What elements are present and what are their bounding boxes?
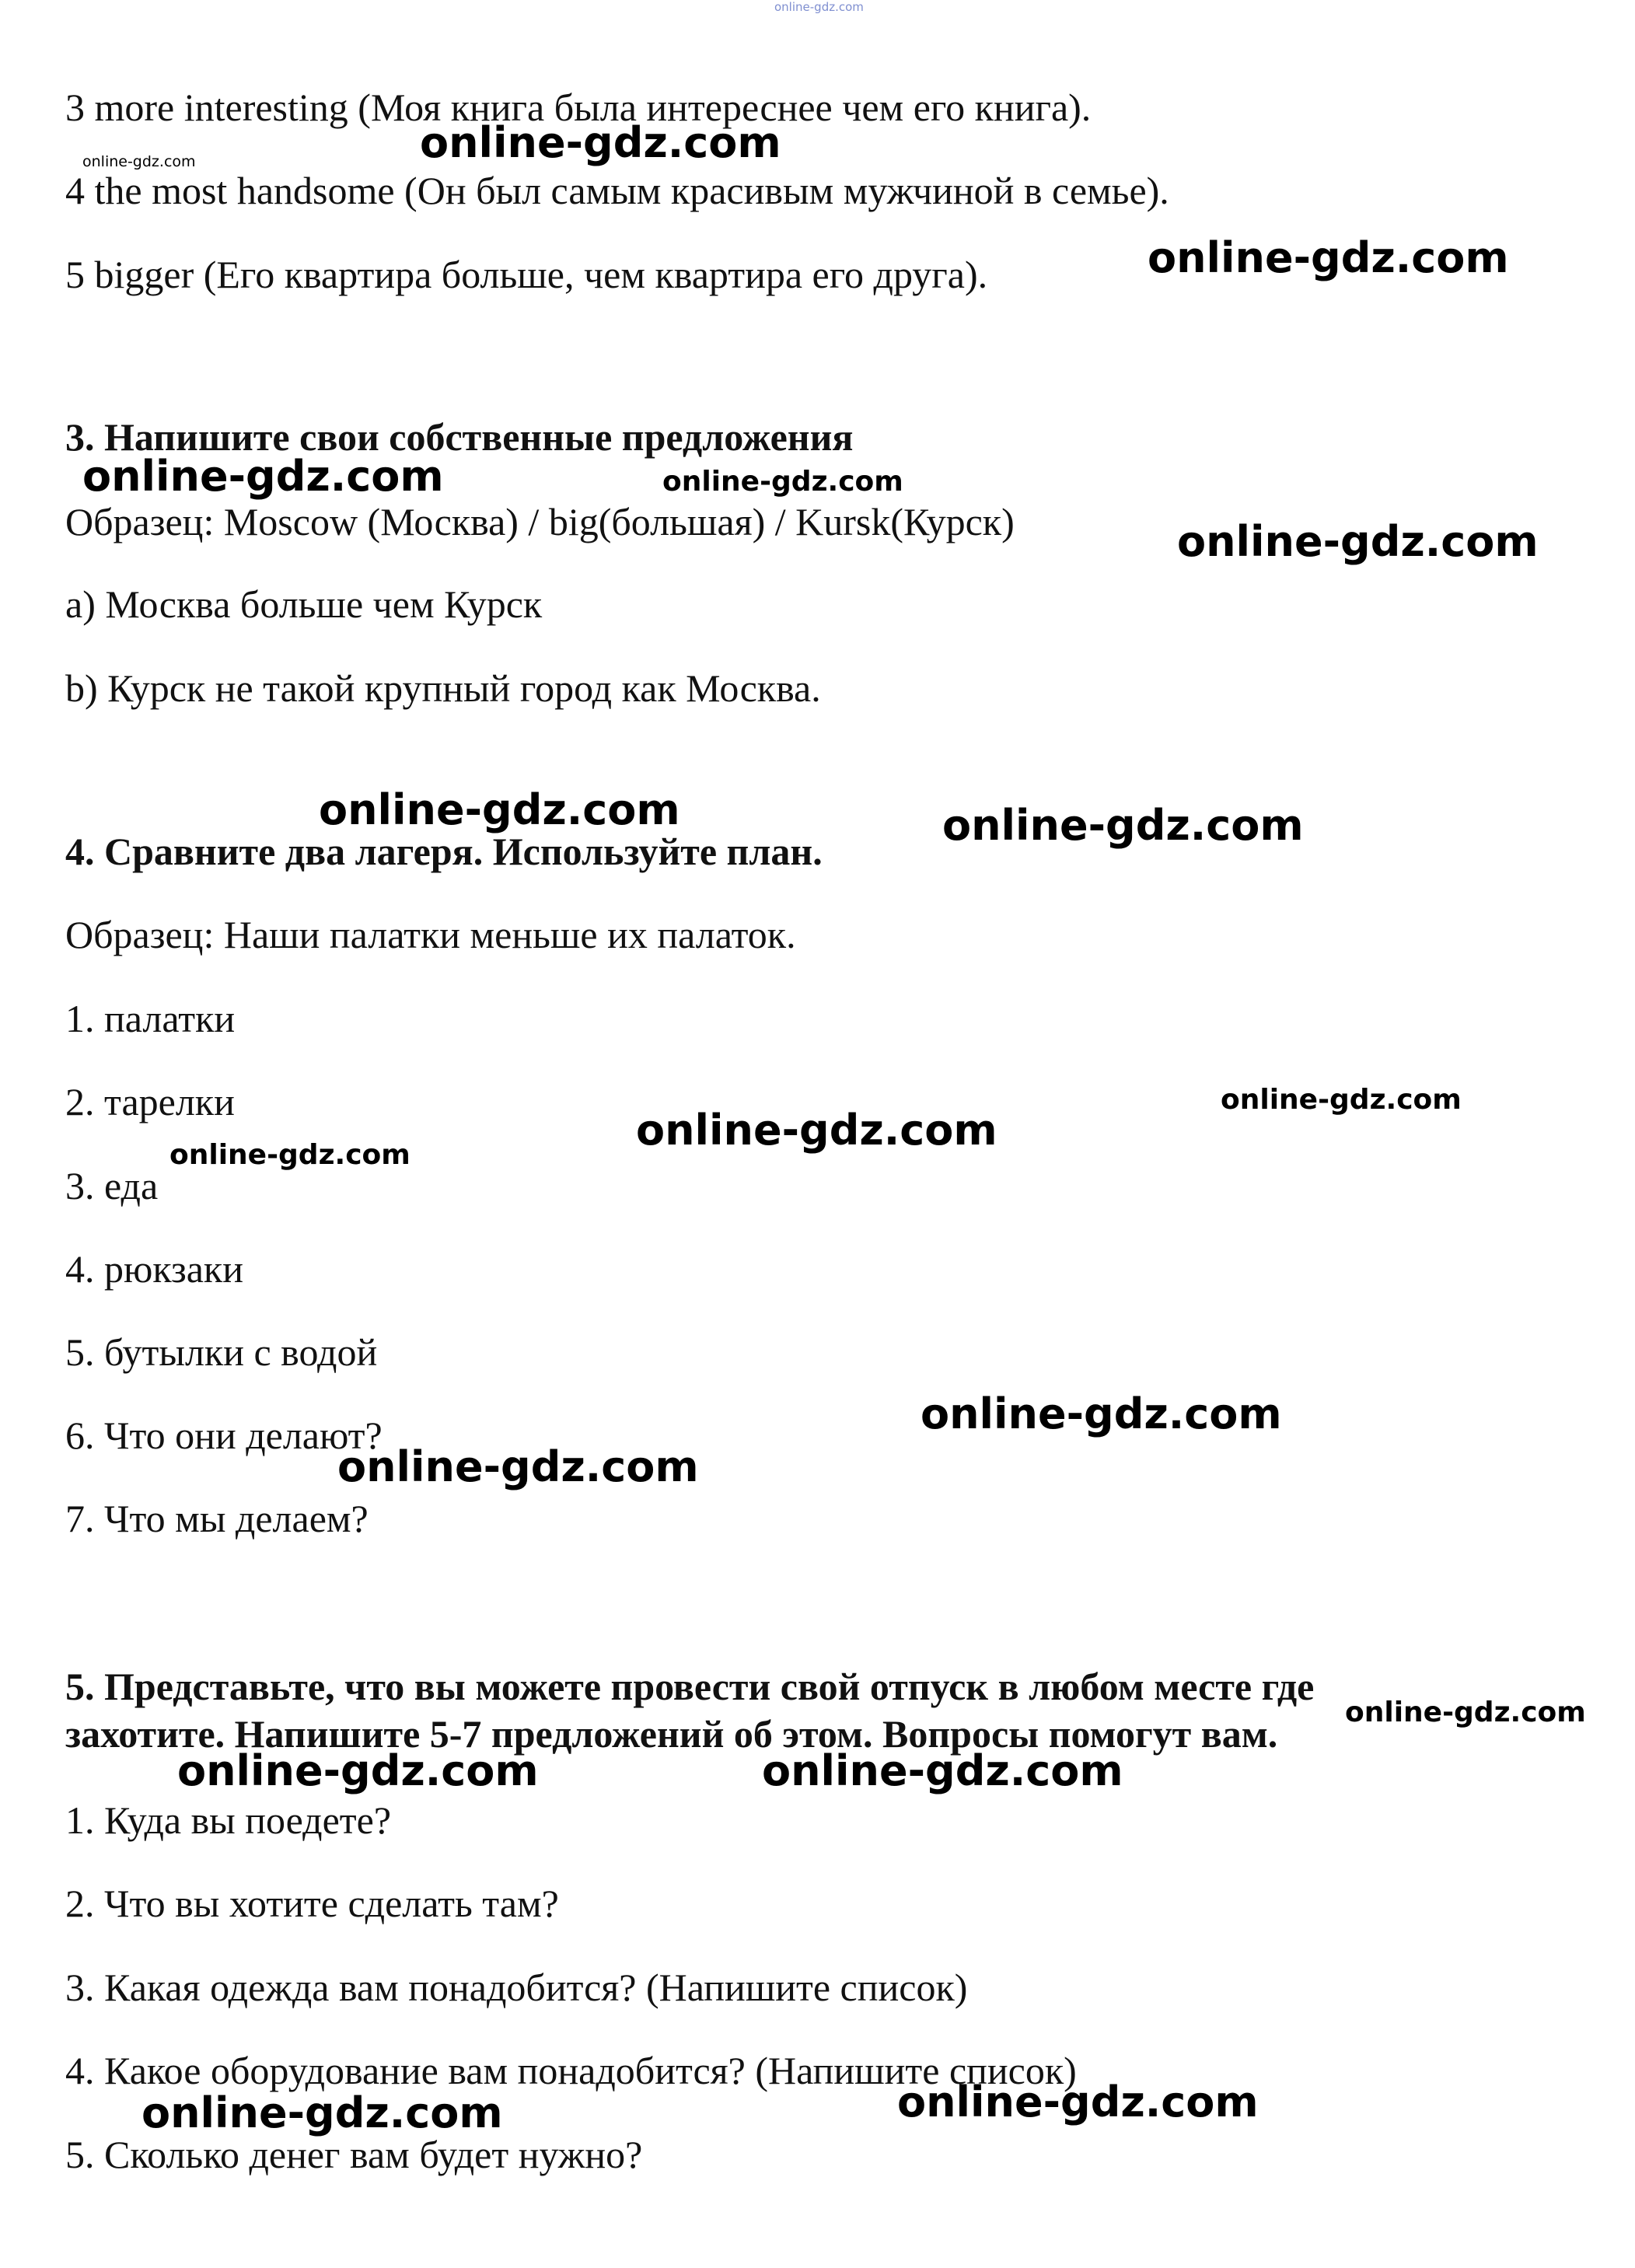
section-4-item: 3. еда xyxy=(65,1164,159,1207)
section-5-item: 2. Что вы хотите сделать там? xyxy=(65,1882,559,1925)
section-4-item: 6. Что они делают? xyxy=(65,1414,383,1457)
section-5-heading-line-2: захотите. Напишите 5-7 предложений об этом. Вопросы помогут вам. xyxy=(65,1712,1278,1756)
section-5-item: 5. Сколько денег вам будет нужно? xyxy=(65,2133,643,2176)
answer-line-4: 4 the most handsome (Он был самым красивым мужчиной в семье). xyxy=(65,169,1169,212)
section-4-item: 4. рюкзаки xyxy=(65,1247,243,1291)
watermark: online-gdz.com xyxy=(82,153,196,170)
watermark: online-gdz.com xyxy=(141,2088,503,2137)
section-4-item: 7. Что мы делаем? xyxy=(65,1497,369,1540)
section-5-item: 1. Куда вы поедете? xyxy=(65,1798,392,1842)
section-4-item: 2. тарелки xyxy=(65,1080,235,1124)
section-5-heading-line-1: 5. Представьте, что вы можете провести свой отпуск в любом месте где xyxy=(65,1665,1315,1708)
answer-line-3: 3 more interesting (Моя книга была интереснее чем его книга). xyxy=(65,86,1092,129)
section-4-heading: 4. Сравните два лагеря. Используйте план. xyxy=(65,830,823,873)
watermark: online-gdz.com xyxy=(1221,1084,1462,1116)
section-4-sample: Образец: Наши палатки меньше их палаток. xyxy=(65,913,796,956)
section-3-heading: 3. Напишите свои собственные предложения xyxy=(65,415,854,459)
watermark: online-gdz.com xyxy=(177,1746,539,1795)
watermark: online-gdz.com xyxy=(420,118,781,167)
watermark: online-gdz.com xyxy=(1177,517,1539,566)
watermark: online-gdz.com xyxy=(169,1139,410,1171)
watermark: online-gdz.com xyxy=(319,785,680,834)
section-3-sample: Образец: Moscow (Москва) / big(большая) / Kursk(Курск) xyxy=(65,500,1015,543)
section-4-item: 5. бутылки с водой xyxy=(65,1330,378,1374)
answer-line-5: 5 bigger (Его квартира больше, чем квартира его друга). xyxy=(65,253,988,296)
section-3-item-b: b) Курск не такой крупный город как Москва. xyxy=(65,666,821,710)
watermark: online-gdz.com xyxy=(662,466,903,498)
section-5-item: 3. Какая одежда вам понадобится? (Напишите список) xyxy=(65,1966,968,2009)
section-3-item-a: a) Москва больше чем Курск xyxy=(65,582,543,626)
watermark: online-gdz.com xyxy=(897,2078,1259,2126)
watermark: online-gdz.com xyxy=(337,1442,699,1491)
watermark: online-gdz.com xyxy=(921,1389,1282,1438)
watermark: online-gdz.com xyxy=(1148,233,1509,282)
watermark: online-gdz.com xyxy=(82,452,444,501)
watermark: online-gdz.com xyxy=(774,0,864,14)
watermark: online-gdz.com xyxy=(636,1106,997,1155)
section-4-item: 1. палатки xyxy=(65,997,236,1040)
watermark: online-gdz.com xyxy=(1345,1697,1586,1728)
watermark: online-gdz.com xyxy=(942,801,1304,850)
section-5-item: 4. Какое оборудование вам понадобится? (Напишите список) xyxy=(65,2049,1077,2092)
watermark: online-gdz.com xyxy=(762,1746,1123,1795)
